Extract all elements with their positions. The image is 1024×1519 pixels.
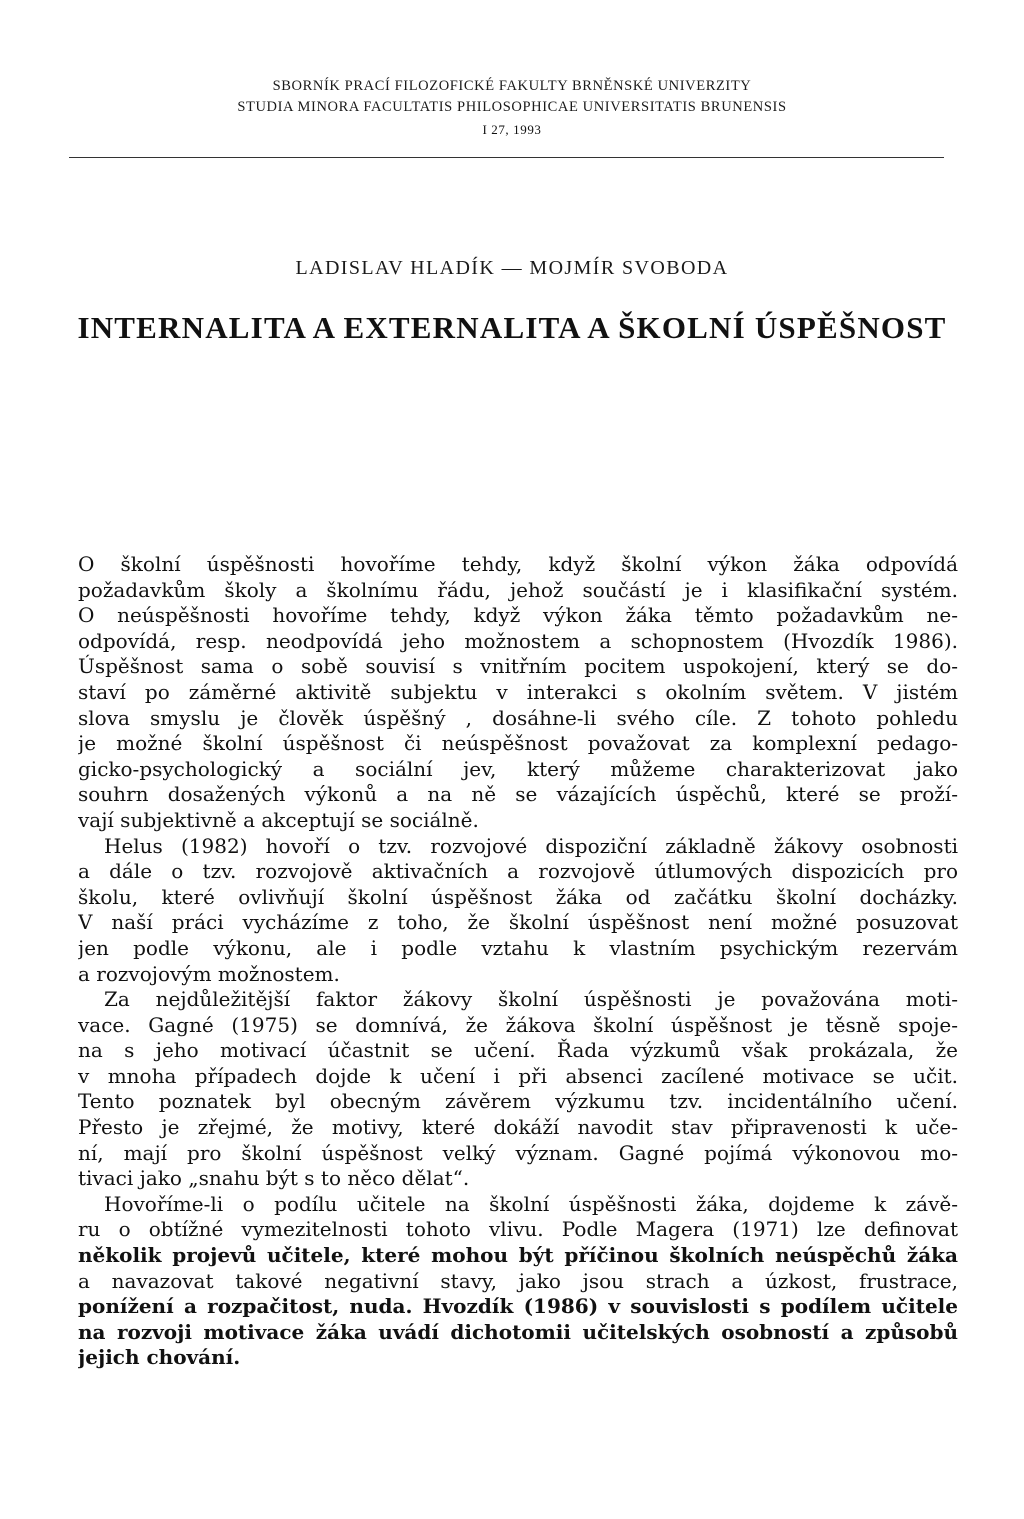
body-line: jen podle výkonu, ale i podle vztahu k vlastním psychickým rezervám: [78, 935, 958, 960]
body-line: na rozvoji motivace žáka uvádí dichotomii učitelských osobností a způsobů: [78, 1319, 958, 1344]
body-line: na s jeho motivací účastnit se učení. Řada výzkumů však prokázala, že: [78, 1038, 958, 1063]
body-line: je možné školní úspěšnost či neúspěšnost považovat za komplexní pedago-: [78, 731, 958, 756]
body-line: vace. Gagné (1975) se domnívá, že žákova školní úspěšnost je těsně spoje-: [78, 1012, 958, 1037]
body-line: tivaci jako „snahu být s to něco dělat“.: [78, 1166, 470, 1191]
body-line: souhrn dosažených výkonů a na ně se vázajících úspěchů, které se proží-: [78, 782, 958, 807]
body-line: několik projevů učitele, které mohou být příčinou školních neúspěchů žáka: [78, 1243, 958, 1268]
journal-header: [0, 76, 1024, 140]
body-line: školu, které ovlivňují školní úspěšnost žáka od začátku školní docházky.: [78, 884, 958, 909]
body-line: ponížení a rozpačitost, nuda. Hvozdík (1986) v souvislosti s podílem učitele: [78, 1294, 958, 1319]
body-line: odpovídá, resp. neodpovídá jeho možnostem a schopnostem (Hvozdík 1986).: [78, 628, 958, 653]
body-line: Za nejdůležitější faktor žákovy školní úspěšnosti je považována moti-: [104, 987, 958, 1012]
body-line: a rozvojovým možnostem.: [78, 961, 340, 986]
body-line: Tento poznatek byl obecným závěrem výzkumu tzv. incidentálního učení.: [78, 1089, 958, 1114]
body-line: v mnoha případech dojde k učení i při absenci zacílené motivace se učit.: [78, 1063, 958, 1088]
body-line: ru o obtížné vymezitelnosti tohoto vlivu. Podle Magera (1971) lze definovat: [78, 1217, 958, 1242]
body-line: Přesto je zřejmé, že motivy, které dokáží navodit stav připravenosti k uče-: [78, 1115, 958, 1140]
body-line: Helus (1982) hovoří o tzv. rozvojové dispoziční základně žákovy osobnosti: [104, 833, 958, 858]
body-line: vají subjektivně a akceptují se sociálně.: [78, 807, 479, 832]
article-body: [78, 552, 958, 1371]
journal-name-czech: SBORNÍK PRACÍ FILOZOFICKÉ FAKULTY BRNĚNSKÉ UNIVERZITY: [272, 78, 752, 94]
body-line: gicko-psychologický a sociální jev, který můžeme charakterizovat jako: [78, 756, 958, 781]
body-line: a dále o tzv. rozvojově aktivačních a rozvojově útlumových dispozicích pro: [78, 859, 958, 884]
journal-volume-year: I 27, 1993: [482, 122, 542, 137]
body-line: ní, mají pro školní úspěšnost velký význam. Gagné pojímá výkonovou mo-: [78, 1140, 958, 1165]
body-line: V naší práci vycházíme z toho, že školní úspěšnost není možné posuzovat: [78, 910, 958, 935]
article-title: INTERNALITA A EXTERNALITA A ŠKOLNÍ ÚSPĚŠNOST: [77, 310, 947, 345]
body-line: slova smyslu je člověk úspěšný , dosáhne-li svého cíle. Z tohoto pohledu: [78, 705, 958, 730]
header-divider: [69, 157, 944, 158]
body-line: Hovoříme-li o podílu učitele na školní úspěšnosti žáka, dojdeme k závě-: [104, 1191, 958, 1216]
body-line: jejich chování.: [78, 1345, 241, 1370]
article-authors: LADISLAV HLADÍK — MOJMÍR SVOBODA: [295, 257, 729, 279]
body-line: Úspěšnost sama o sobě souvisí s vnitřním pocitem uspokojení, který se do-: [78, 654, 958, 679]
body-line: požadavkům školy a školnímu řádu, jehož součástí je i klasifikační systém.: [78, 577, 958, 602]
body-line: O školní úspěšnosti hovoříme tehdy, když školní výkon žáka odpovídá: [78, 552, 958, 576]
body-line: O neúspěšnosti hovoříme tehdy, když výkon žáka těmto požadavkům ne-: [78, 603, 958, 628]
journal-name-latin: STUDIA MINORA FACULTATIS PHILOSOPHICAE UNIVERSITATIS BRUNENSIS: [237, 99, 787, 115]
body-line: staví po záměrné aktivitě subjektu v interakci s okolním světem. V jistém: [78, 679, 958, 704]
body-line: a navazovat takové negativní stavy, jako jsou strach a úzkost, frustrace,: [78, 1268, 958, 1293]
